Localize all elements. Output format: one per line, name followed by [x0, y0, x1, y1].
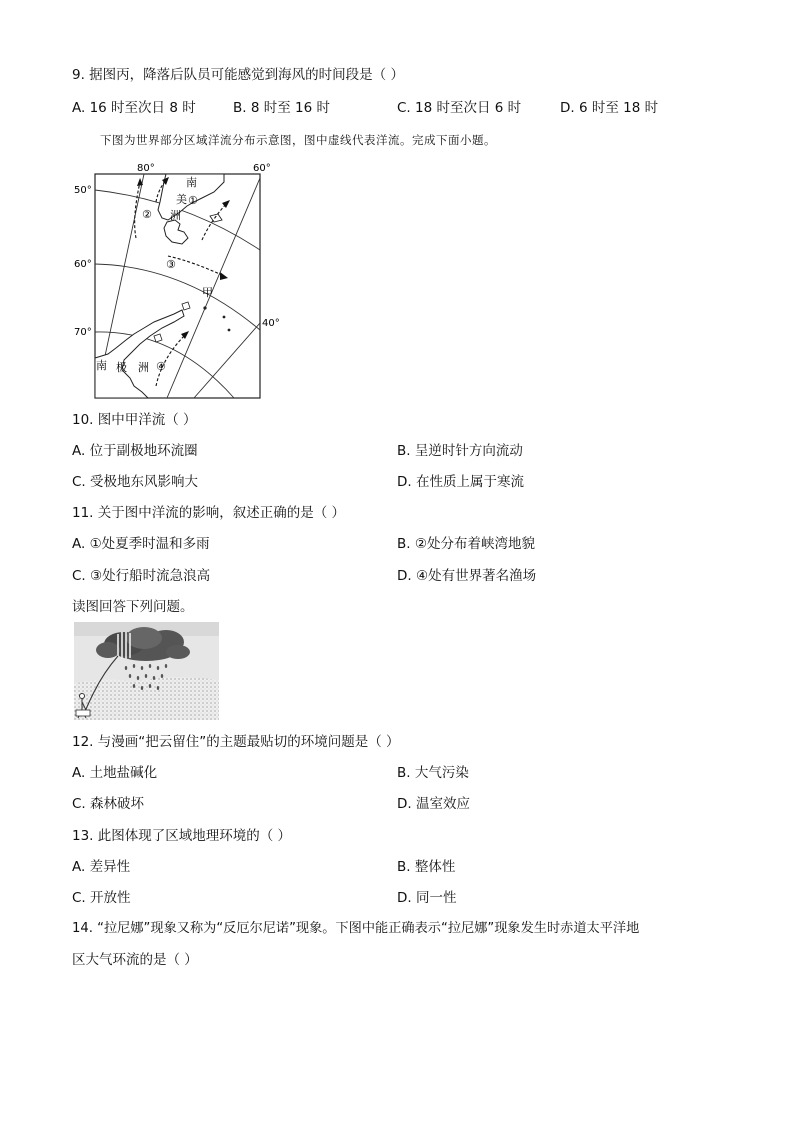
label-south-america-char1: 南 — [186, 176, 197, 189]
q12-option-c[interactable]: C. 森林破坏 — [72, 796, 145, 812]
label-antarctica-char3: 洲 — [138, 361, 149, 374]
label-lon-80: 80° — [137, 163, 155, 174]
question-9-stem: 9. 据图丙，降落后队员可能感觉到海风的时间段是（ ） — [72, 67, 404, 83]
q10-option-a[interactable]: A. 位于副极地环流圈 — [72, 443, 198, 459]
q13-option-c[interactable]: C. 开放性 — [72, 890, 131, 906]
label-lat-60: 60° — [74, 259, 92, 270]
island-dot-2 — [223, 316, 226, 319]
label-jia: 甲 — [202, 286, 213, 299]
label-lat-70: 70° — [74, 327, 92, 338]
q10-option-c[interactable]: C. 受极地东风影响大 — [72, 474, 199, 490]
marker-2: ② — [142, 208, 152, 221]
island-small-1 — [154, 334, 162, 342]
cartoon-stake — [76, 710, 90, 716]
q9-option-c[interactable]: C. 18 时至次日 6 时 — [397, 100, 522, 116]
marker-3: ③ — [166, 258, 176, 271]
ocean-current-map — [74, 158, 280, 404]
question-10-stem: 10. 图中甲洋流（ ） — [72, 412, 197, 428]
label-lon-40: 40° — [262, 318, 280, 329]
cartoon-ground-texture — [74, 677, 219, 720]
label-south-america-char2: 美 — [176, 193, 187, 206]
q13-option-a[interactable]: A. 差异性 — [72, 859, 131, 875]
q9-option-b[interactable]: B. 8 时至 16 时 — [233, 100, 330, 116]
q12-option-d[interactable]: D. 温室效应 — [397, 796, 470, 812]
q10-option-d[interactable]: D. 在性质上属于寒流 — [397, 474, 524, 490]
map-intro-text: 下图为世界部分区域洋流分布示意图，图中虚线代表洋流。完成下面小题。 — [100, 133, 496, 147]
question-14-stem-line2: 区大气环流的是（ ） — [72, 952, 198, 968]
q12-option-b[interactable]: B. 大气污染 — [397, 765, 469, 781]
q11-option-b[interactable]: B. ②处分布着峡湾地貌 — [397, 536, 535, 552]
label-antarctica-char2: 极 — [116, 361, 127, 374]
question-11-stem: 11. 关于图中洋流的影响，叙述正确的是（ ） — [72, 505, 346, 521]
island-dot-1 — [203, 306, 206, 309]
q11-option-a[interactable]: A. ①处夏季时温和多雨 — [72, 536, 210, 552]
marker-1: ① — [188, 194, 198, 207]
cartoon-intro-text: 读图回答下列问题。 — [72, 599, 194, 615]
q13-option-d[interactable]: D. 同一性 — [397, 890, 457, 906]
q10-option-b[interactable]: B. 呈逆时针方向流动 — [397, 443, 523, 459]
q11-option-d[interactable]: D. ④处有世界著名渔场 — [397, 568, 537, 584]
label-lon-60: 60° — [253, 163, 271, 174]
q9-option-a[interactable]: A. 16 时至次日 8 时 — [72, 100, 196, 116]
question-14-stem-line1: 14. “拉尼娜”现象又称为“反厄尔尼诺”现象。下图中能正确表示“拉尼娜”现象发生时赤道太平洋地 — [72, 921, 640, 936]
label-south-america-char3: 洲 — [170, 209, 181, 222]
island-dot-3 — [228, 329, 231, 332]
cartoon-keep-the-cloud — [74, 622, 219, 720]
marker-4: ④ — [156, 360, 166, 373]
label-antarctica-char1: 南 — [96, 359, 107, 372]
island-small-2 — [182, 302, 190, 310]
question-12-stem: 12. 与漫画“把云留住”的主题最贴切的环境问题是（ ） — [72, 734, 400, 750]
label-lat-50: 50° — [74, 185, 92, 196]
q13-option-b[interactable]: B. 整体性 — [397, 859, 456, 875]
q11-option-c[interactable]: C. ③处行船时流急浪高 — [72, 568, 211, 584]
q12-option-a[interactable]: A. 土地盐碱化 — [72, 765, 158, 781]
question-13-stem: 13. 此图体现了区域地理环境的（ ） — [72, 828, 292, 844]
q9-option-d[interactable]: D. 6 时至 18 时 — [560, 100, 659, 116]
